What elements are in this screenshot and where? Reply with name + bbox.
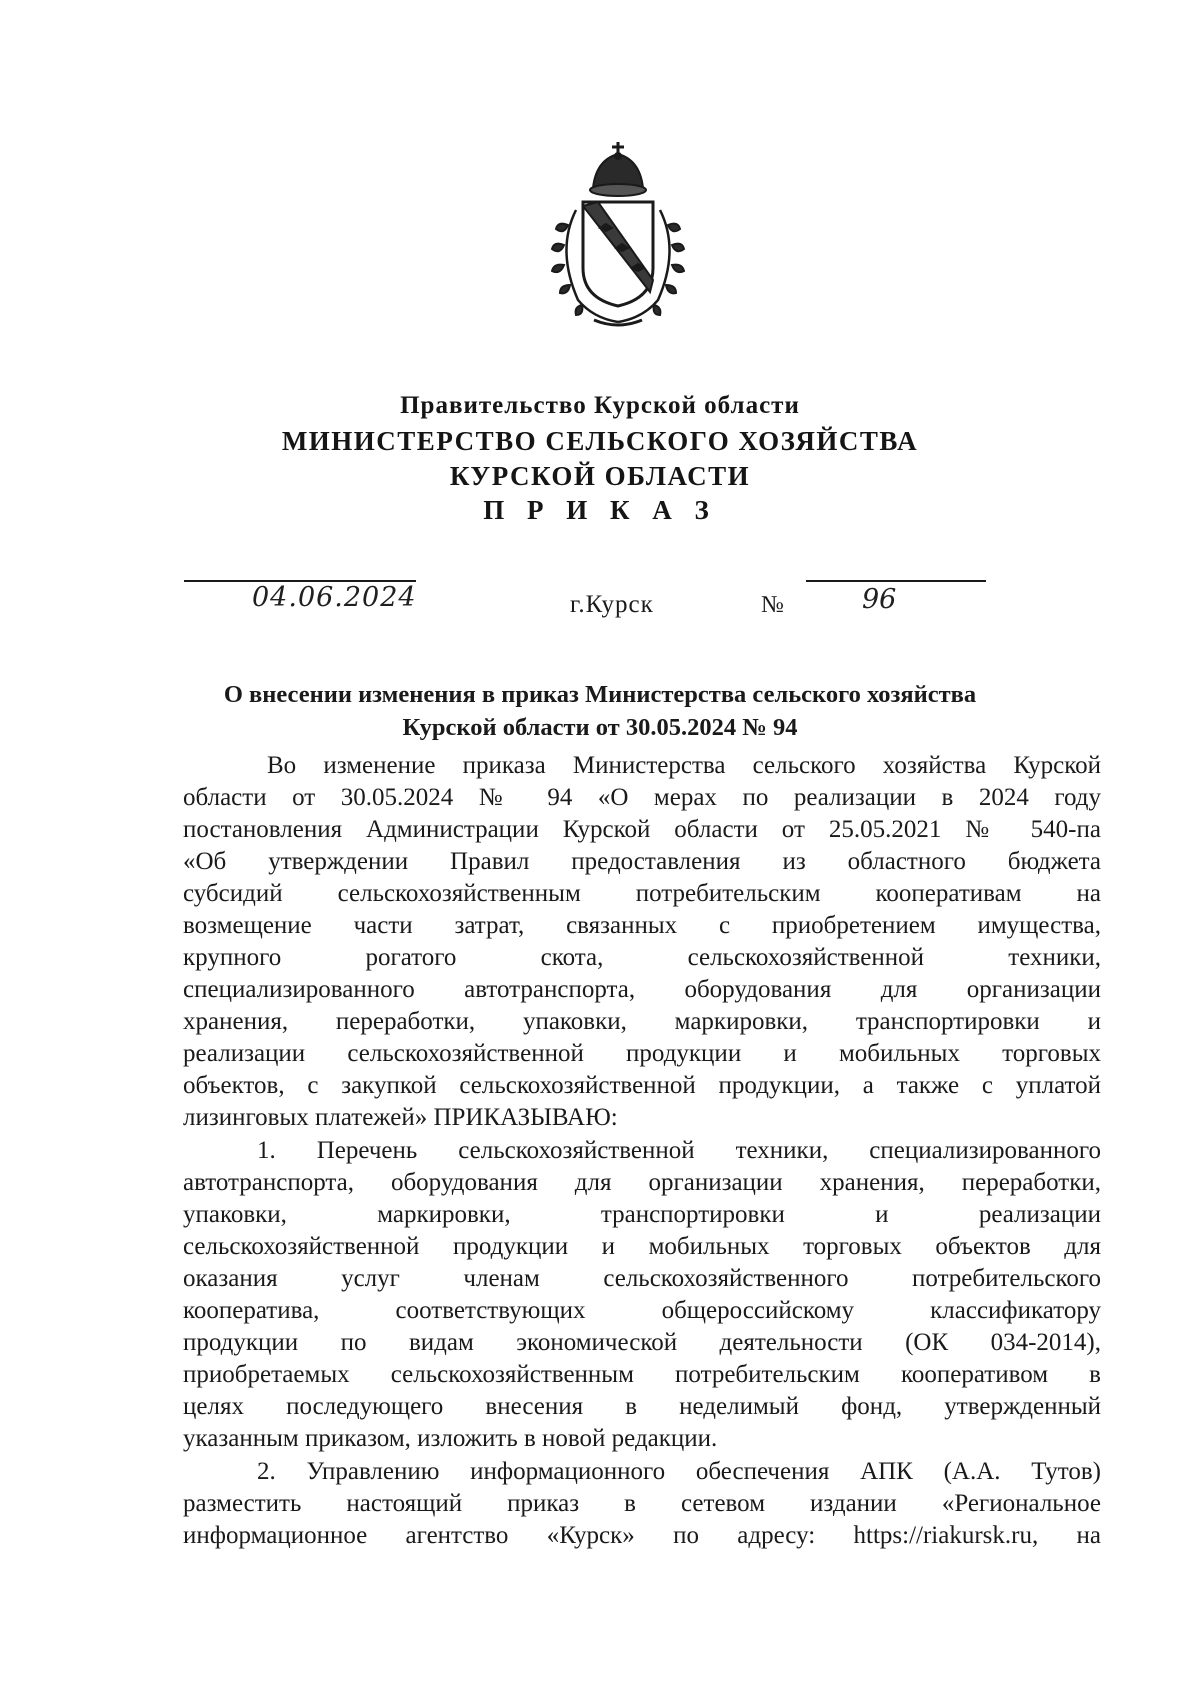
order-title-line1: О внесении изменения в приказ Министерства сельского хозяйства	[223, 681, 977, 708]
body-line: лизинговых платежей» ПРИКАЗЫВАЮ:	[183, 1104, 618, 1131]
order-place: г.Курск	[570, 591, 654, 618]
body-line: специализированного автотранспорта, оборудования для организации	[183, 976, 1101, 1003]
document-type: П Р И К А З	[483, 495, 717, 525]
body-line: автотранспорта, оборудования для организации хранения, переработки,	[183, 1169, 1101, 1196]
date-underline	[184, 580, 416, 582]
order-number: 96	[862, 584, 897, 615]
body-line: объектов, с закупкой сельскохозяйственной продукции, а также с уплатой	[183, 1072, 1101, 1099]
number-underline	[806, 580, 986, 582]
body-line: информационное агентство «Курск» по адресу: https://riakursk.ru, на	[183, 1522, 1101, 1549]
body-line: крупного рогатого скота, сельскохозяйственной техники,	[183, 944, 1101, 971]
ministry-name-line2: КУРСКОЙ ОБЛАСТИ	[449, 461, 751, 491]
body-line: разместить настоящий приказ в сетевом издании «Региональное	[183, 1490, 1101, 1517]
body-line: постановления Администрации Курской области от 25.05.2021 № 540-па	[183, 816, 1101, 843]
body-line: субсидий сельскохозяйственным потребительским кооперативам на	[183, 880, 1101, 907]
body-line: хранения, переработки, упаковки, маркировки, транспортировки и	[183, 1008, 1101, 1035]
body-line: возмещение части затрат, связанных с приобретением имущества,	[183, 912, 1101, 939]
body-line: 1. Перечень сельскохозяйственной техники, специализированного	[257, 1137, 1101, 1164]
body-line: продукции по видам экономической деятельности (ОК 034-2014),	[183, 1329, 1101, 1356]
body-line: указанным приказом, изложить в новой редакции.	[183, 1425, 718, 1452]
body-line: упаковки, маркировки, транспортировки и реализации	[183, 1201, 1101, 1228]
body-line: области от 30.05.2024 № 94 «О мерах по реализации в 2024 году	[183, 784, 1101, 811]
body-line: сельскохозяйственной продукции и мобильных торговых объектов для	[183, 1233, 1101, 1260]
ministry-name-line1: МИНИСТЕРСТВО СЕЛЬСКОГО ХОЗЯЙСТВА	[281, 426, 919, 456]
kursk-coat-of-arms-icon	[538, 140, 698, 330]
order-date: 04.06.2024	[252, 582, 417, 613]
body-line: Во изменение приказа Министерства сельского хозяйства Курской	[267, 752, 1101, 779]
order-title-line2: Курской области от 30.05.2024 № 94	[402, 714, 798, 741]
body-line: кооператива, соответствующих общероссийскому классификатору	[183, 1297, 1101, 1324]
body-line: 2. Управлению информационного обеспечения АПК (А.А. Тутов)	[257, 1458, 1101, 1485]
body-line: приобретаемых сельскохозяйственным потребительским кооперативом в	[183, 1361, 1101, 1388]
body-line: реализации сельскохозяйственной продукции и мобильных торговых	[183, 1040, 1101, 1067]
number-sign: №	[761, 592, 784, 618]
body-line: целях последующего внесения в неделимый фонд, утвержденный	[183, 1393, 1101, 1420]
body-line: «Об утверждении Правил предоставления из областного бюджета	[183, 848, 1101, 875]
body-line: оказания услуг членам сельскохозяйственного потребительского	[183, 1265, 1101, 1292]
government-name: Правительство Курской области	[400, 392, 800, 419]
